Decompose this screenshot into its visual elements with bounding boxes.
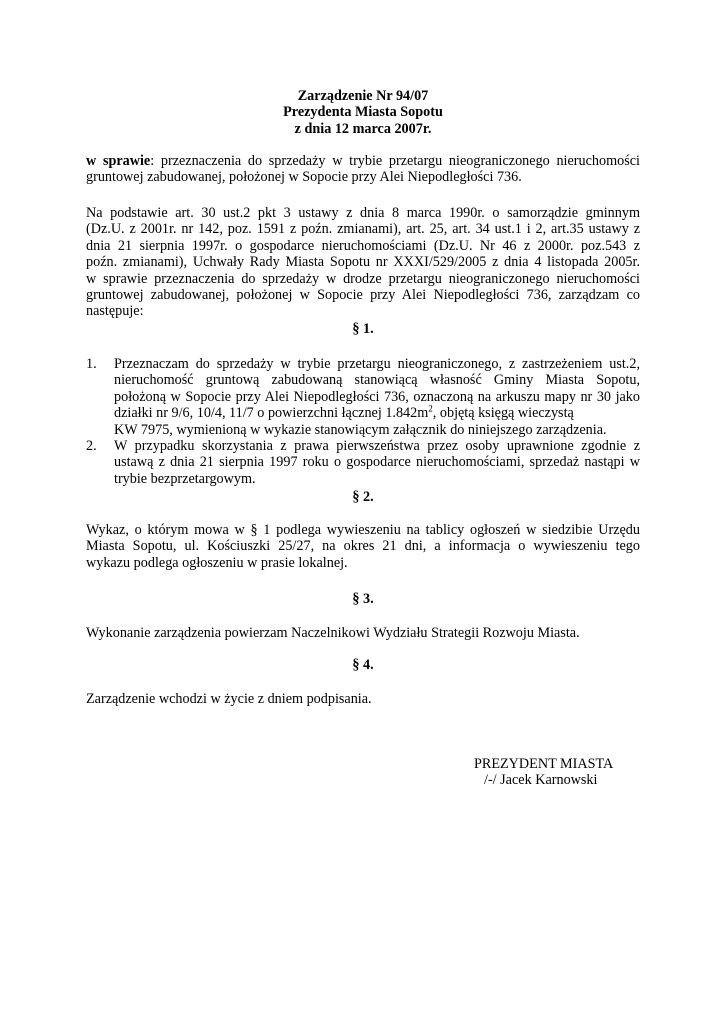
- signature-name: /-/ Jacek Karnowski: [484, 772, 598, 789]
- signature-role: PREZYDENT MIASTA: [474, 756, 614, 772]
- title-line-2: Prezydenta Miasta Sopotu: [283, 104, 443, 121]
- signature-block: [474, 756, 674, 789]
- section-3-paragraph: [86, 625, 640, 641]
- section-4-paragraph: [86, 691, 640, 707]
- item-line: W przypadku skorzystania z prawa pierwszeństwa przez osoby uprawnione zgodnie z: [114, 437, 640, 454]
- section-1-list: [86, 356, 640, 487]
- item-text: , objętą księgą wieczystą: [432, 405, 574, 422]
- subject-line-2: gruntowej zabudowanej, położonej w Sopocie przy Alei Niepodległości 736.: [86, 169, 522, 186]
- section-3-heading: § 3.: [352, 591, 374, 607]
- subject-paragraph: [86, 153, 640, 186]
- item-line: Przeznaczam do sprzedaży w trybie przetargu nieograniczonego, z zastrzeżeniem ust.2,: [114, 356, 640, 372]
- section-2-paragraph: [86, 522, 640, 571]
- item-line: nieruchomość gruntową zabudowaną stanowiącą własność Gminy Miasta Sopotu,: [114, 372, 640, 389]
- section-4-heading: § 4.: [352, 657, 374, 673]
- basis-line: dnia 21 sierpnia 1997r. o gospodarce nieruchomościami (Dz.U. Nr 46 z 2000r. poz.543 z: [86, 237, 640, 254]
- section-1-heading: § 1.: [352, 321, 374, 337]
- superscript: 2: [428, 403, 433, 414]
- section-2-line: wykazu podlega ogłoszeniu w prasie lokalnej.: [86, 554, 348, 571]
- list-item: [86, 438, 640, 487]
- item-line: KW 7975, wymienioną w wykazie stanowiącym załącznik do niniejszego zarządzenia.: [114, 421, 607, 438]
- basis-line: poźn. zmianami), Uchwały Rady Miasta Sopotu nr XXXI/529/2005 z dnia 4 listopada 2005r.: [86, 254, 640, 271]
- section-2-line: Miasta Sopotu, ul. Kościuszki 25/27, na okres 21 dni, a informacja o wywieszeniu tego: [86, 538, 640, 555]
- subject-text-1: : przeznaczenia do sprzedaży w trybie przetargu nieograniczonego nieruchomości: [150, 153, 640, 169]
- subject-label: w sprawie: [86, 153, 151, 169]
- title-line-3: z dnia 12 marca 2007r.: [294, 120, 432, 137]
- section-2-line: Wykaz, o którym mowa w § 1 podlega wywieszeniu na tablicy ogłoszeń w siedzibie Urzędu: [86, 522, 640, 538]
- legal-basis-paragraph: [86, 205, 640, 320]
- item-text: działki nr 9/6, 10/4, 11/7 o powierzchni łącznej 1.842m: [114, 405, 429, 422]
- document-title: [86, 88, 640, 137]
- item-line: położoną w Sopocie przy Alei Niepodległości 736, oznaczoną na arkuszu mapy nr 30 jako: [114, 388, 640, 405]
- list-item-number: 1.: [86, 356, 97, 372]
- basis-line: Na podstawie art. 30 ust.2 pkt 3 ustawy z dnia 8 marca 1990r. o samorządzie gminnym: [86, 205, 640, 221]
- item-line: trybie bezprzetargowym.: [114, 470, 256, 487]
- subject-line-1: [86, 153, 640, 169]
- title-line-1: Zarządzenie Nr 94/07: [297, 88, 429, 104]
- basis-line: (Dz.U. z 2001r. nr 142, poz. 1591 z poźn. zmianami), art. 25, art. 34 ust.1 i 2, art.35 ustawy z: [86, 221, 640, 238]
- section-2-heading: § 2.: [352, 489, 374, 505]
- basis-line: następuje:: [86, 303, 144, 320]
- section-4-text: Zarządzenie wchodzi w życie z dniem podpisania.: [86, 691, 372, 707]
- list-item-number: 2.: [86, 437, 97, 454]
- list-item: [86, 356, 640, 438]
- item-line: ustawą z dnia 21 sierpnia 1997 roku o gospodarce nieruchomościami, sprzedaż nastąpi w: [114, 454, 640, 471]
- basis-line: gruntowej zabudowanej, położonej w Sopocie przy Alei Niepodległości 736, zarządzam co: [86, 286, 640, 303]
- section-3-text: Wykonanie zarządzenia powierzam Naczelnikowi Wydziału Strategii Rozwoju Miasta.: [86, 625, 580, 641]
- basis-line: w sprawie przeznaczenia do sprzedaży w drodze przetargu nieograniczonego nieruchomości: [86, 270, 640, 287]
- item-line: [114, 405, 640, 421]
